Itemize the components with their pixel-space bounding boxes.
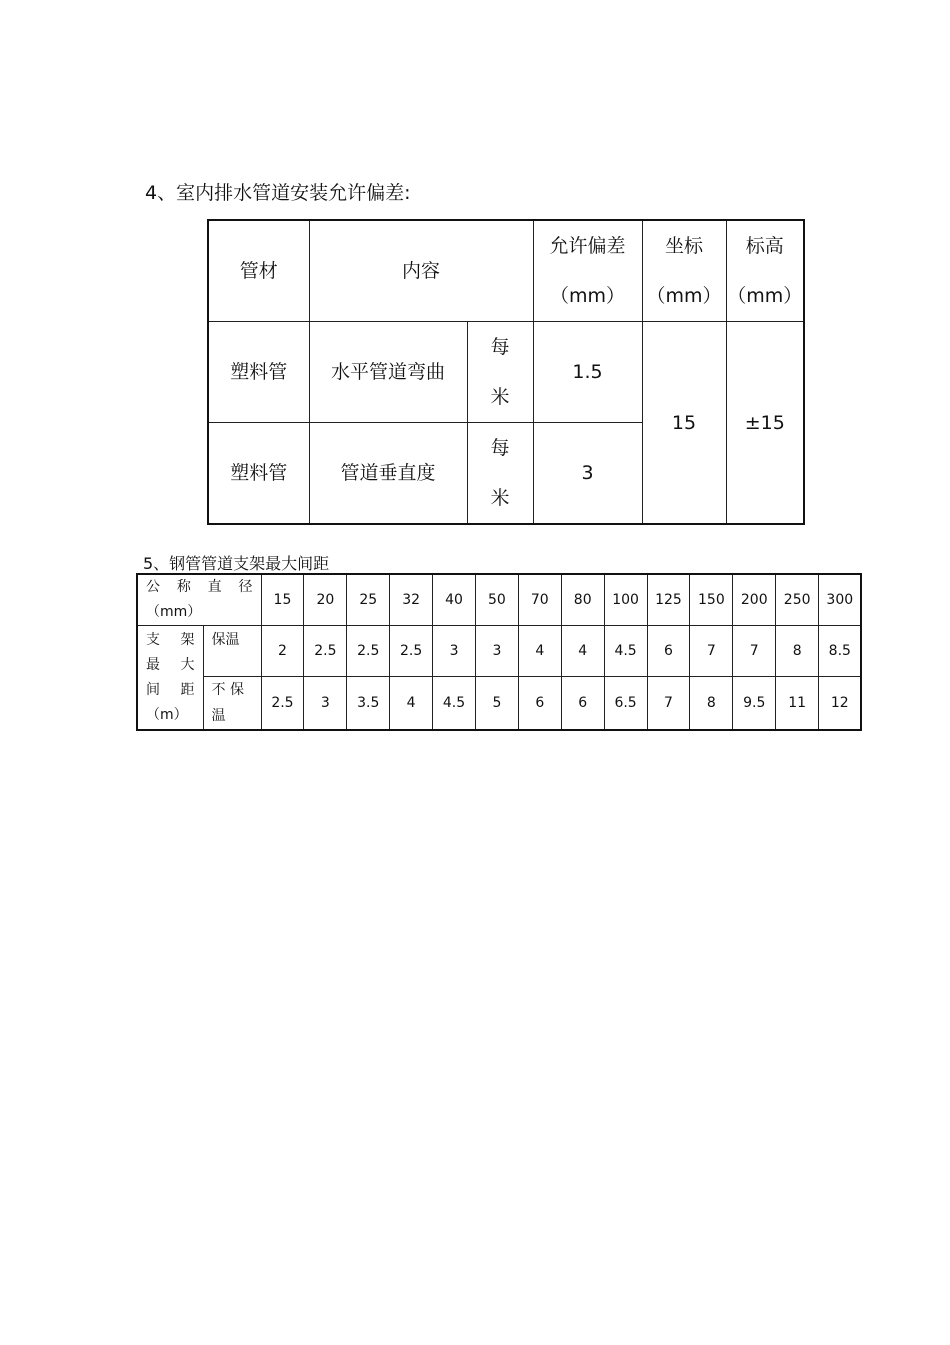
diameter-cell: 300 [819,574,862,626]
uninsulated-cell: 4 [390,677,433,731]
spacing-label: 支 架 最 大 间 距 （m） [137,626,203,731]
insulated-cell: 8.5 [819,626,862,677]
drain-pipe-tolerance-table [207,219,805,525]
uninsulated-cell: 9.5 [733,677,776,731]
uninsulated-cell: 4.5 [433,677,476,731]
insulated-cell: 7 [733,626,776,677]
diameter-cell: 70 [518,574,561,626]
insulated-cell: 4 [561,626,604,677]
uninsulated-cell: 8 [690,677,733,731]
insulated-cell: 8 [776,626,819,677]
diameter-cell: 200 [733,574,776,626]
insulated-cell: 2.5 [304,626,347,677]
uninsulated-cell: 6.5 [604,677,647,731]
diameter-cell: 100 [604,574,647,626]
section4-title: 4、室内排水管道安装允许偏差: [145,182,411,204]
insulated-row [137,626,861,677]
diameter-cell: 50 [475,574,518,626]
diameter-label: 公 称 直 径 （mm） [137,574,261,626]
uninsulated-cell: 2.5 [261,677,304,731]
diameter-cell: 32 [390,574,433,626]
header-tolerance: 允许偏差 （mm） [533,220,642,322]
uninsulated-label: 不 保 温 [203,677,261,731]
tolerance-cell: 3 [533,423,642,525]
uninsulated-cell: 12 [819,677,862,731]
item-cell: 水平管道弯曲 [309,322,467,423]
uninsulated-cell: 6 [561,677,604,731]
material-cell: 塑料管 [208,322,309,423]
diameter-cell: 40 [433,574,476,626]
diameter-cell: 15 [261,574,304,626]
diameter-cell: 80 [561,574,604,626]
insulated-cell: 3 [433,626,476,677]
uninsulated-cell: 5 [475,677,518,731]
insulated-cell: 2.5 [347,626,390,677]
pipe-support-spacing-table [136,573,862,731]
diameter-row [137,574,861,626]
insulated-cell: 2.5 [390,626,433,677]
elevation-cell: ±15 [726,322,804,525]
diameter-cell: 250 [776,574,819,626]
header-material: 管材 [208,220,309,322]
insulated-cell: 4.5 [604,626,647,677]
insulated-cell: 2 [261,626,304,677]
uninsulated-cell: 3.5 [347,677,390,731]
diameter-cell: 150 [690,574,733,626]
uninsulated-cell: 6 [518,677,561,731]
unit-cell: 每 米 [467,423,533,525]
section5-title: 5、钢管管道支架最大间距 [143,554,330,573]
uninsulated-row [137,677,861,731]
header-coordinate: 坐标 （mm） [642,220,726,322]
diameter-cell: 20 [304,574,347,626]
uninsulated-cell: 11 [776,677,819,731]
item-cell: 管道垂直度 [309,423,467,525]
insulated-cell: 3 [475,626,518,677]
header-elevation: 标高 （mm） [726,220,804,322]
diameter-cell: 125 [647,574,690,626]
insulated-cell: 6 [647,626,690,677]
table-row [208,322,804,423]
uninsulated-cell: 7 [647,677,690,731]
insulated-label: 保温 [203,626,261,677]
uninsulated-cell: 3 [304,677,347,731]
header-content: 内容 [309,220,533,322]
tolerance-cell: 1.5 [533,322,642,423]
insulated-cell: 7 [690,626,733,677]
diameter-cell: 25 [347,574,390,626]
insulated-cell: 4 [518,626,561,677]
coordinate-cell: 15 [642,322,726,525]
unit-cell: 每 米 [467,322,533,423]
material-cell: 塑料管 [208,423,309,525]
